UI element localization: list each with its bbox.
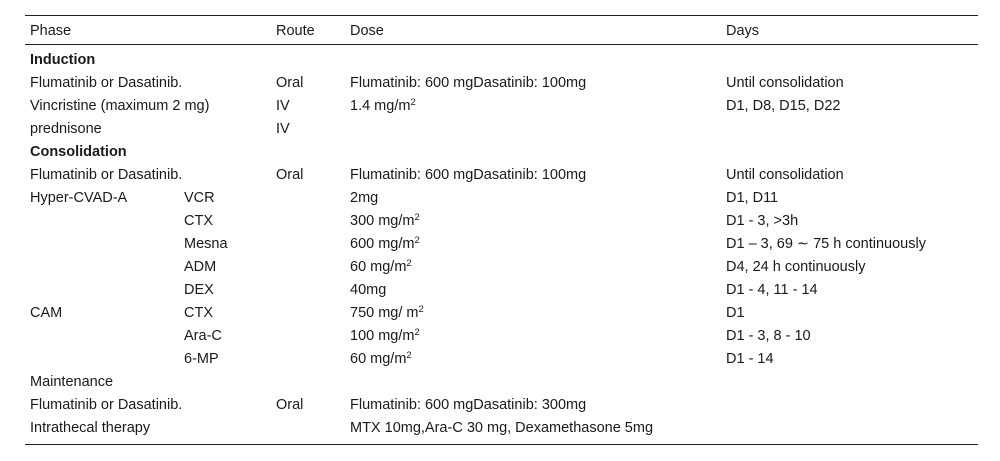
cell-days (726, 210, 798, 233)
cell-agent (184, 210, 213, 233)
cell-days-text: D1, D8, D15, D22 (726, 98, 841, 114)
unit-superscript: 2 (414, 327, 420, 338)
cell-route-text: Oral (276, 75, 304, 91)
cell-phase-text: Induction (30, 52, 96, 68)
cell-days (726, 279, 818, 302)
cell-dose-text: MTX 10mg,Ara-C 30 mg, Dexamethasone 5mg (350, 420, 654, 436)
cell-agent-text: CTX (184, 213, 213, 229)
unit-superscript: 2 (406, 350, 412, 361)
cell-phase (30, 371, 113, 394)
table-row (0, 72, 1000, 95)
table-header-row (0, 20, 1000, 43)
table-row (0, 394, 1000, 417)
cell-days-text: D1 - 3, 8 - 10 (726, 328, 811, 344)
cell-phase-text: CAM (30, 305, 63, 321)
cell-days-text: Until consolidation (726, 167, 844, 183)
cell-phase-text: prednisone (30, 121, 102, 137)
cell-agent (184, 233, 228, 256)
cell-route-text: IV (276, 121, 290, 137)
cell-phase (30, 164, 182, 187)
cell-dose-text: 100 mg/m (350, 328, 415, 344)
cell-dose (350, 394, 586, 417)
section-row (0, 49, 1000, 72)
cell-route (276, 118, 290, 141)
cell-agent-text: Mesna (184, 236, 228, 252)
cell-days-text: D1 - 3, >3h (726, 213, 799, 229)
section-row (0, 141, 1000, 164)
cell-dose (350, 302, 424, 325)
cell-agent-text: CTX (184, 305, 213, 321)
table-row (0, 302, 1000, 325)
cell-days-text: D1 - 4, 11 - 14 (726, 282, 818, 298)
column-header-days: Days (726, 23, 760, 39)
cell-dose (350, 279, 386, 302)
cell-route-text: Oral (276, 167, 304, 183)
cell-agent (184, 302, 213, 325)
table-top-rule (25, 15, 978, 16)
unit-superscript: 2 (414, 235, 420, 246)
unit-superscript: 2 (410, 97, 416, 108)
cell-dose-text: Flumatinib: 600 mgDasatinib: 100mg (350, 75, 587, 91)
cell-phase (30, 187, 127, 210)
cell-route (276, 95, 290, 118)
table-row (0, 325, 1000, 348)
cell-agent (184, 279, 214, 302)
cell-days-text: Until consolidation (726, 75, 844, 91)
cell-phase (30, 118, 102, 141)
cell-days-text: D1 - 14 (726, 351, 774, 367)
cell-days (726, 348, 774, 371)
cell-dose-text: Flumatinib: 600 mgDasatinib: 100mg (350, 167, 587, 183)
cell-phase-text: Flumatinib or Dasatinib. (30, 75, 183, 91)
table-row (0, 256, 1000, 279)
cell-phase-text: Flumatinib or Dasatinib. (30, 167, 183, 183)
cell-days (726, 95, 840, 118)
cell-route (276, 164, 303, 187)
cell-dose-text: 2mg (350, 190, 379, 206)
cell-days (726, 72, 844, 95)
cell-dose (350, 187, 378, 210)
table-row (0, 118, 1000, 141)
table-row (0, 233, 1000, 256)
cell-route (276, 394, 303, 417)
cell-dose-text: 750 mg/ m (350, 305, 419, 321)
column-header-phase: Phase (30, 23, 72, 39)
cell-dose-text: 40mg (350, 282, 387, 298)
cell-dose (350, 256, 412, 279)
cell-agent (184, 256, 216, 279)
table-header-rule (25, 44, 978, 45)
cell-phase-text: Consolidation (30, 144, 127, 160)
cell-days (726, 302, 745, 325)
cell-route-text: IV (276, 98, 290, 114)
cell-days-text: D4, 24 h continuously (726, 259, 866, 275)
cell-days (726, 233, 926, 256)
cell-phase-text: Intrathecal therapy (30, 420, 151, 436)
cell-agent (184, 187, 215, 210)
cell-phase (30, 95, 209, 118)
unit-superscript: 2 (414, 212, 420, 223)
cell-dose (350, 210, 420, 233)
cell-route-text: Oral (276, 397, 304, 413)
cell-phase (30, 417, 150, 440)
cell-agent-text: ADM (184, 259, 217, 275)
cell-days-text: D1 (726, 305, 745, 321)
cell-dose (350, 325, 420, 348)
cell-phase-text: Maintenance (30, 374, 114, 390)
cell-phase (30, 72, 182, 95)
unit-superscript: 2 (406, 258, 412, 269)
cell-route (276, 72, 303, 95)
cell-dose (350, 348, 412, 371)
cell-agent (184, 325, 222, 348)
cell-days (726, 164, 844, 187)
cell-dose-text: 60 mg/m (350, 259, 407, 275)
cell-days-text: D1, D11 (726, 190, 779, 206)
cell-dose (350, 164, 586, 187)
table-bottom-rule (25, 444, 978, 445)
cell-agent-text: 6-MP (184, 351, 219, 367)
cell-agent (184, 348, 219, 371)
cell-dose (350, 417, 653, 440)
cell-phase (30, 302, 62, 325)
cell-phase-text: Vincristine (maximum 2 mg) (30, 98, 210, 114)
cell-dose (350, 95, 416, 118)
section-heading (30, 49, 95, 72)
table-row (0, 187, 1000, 210)
cell-agent-text: VCR (184, 190, 215, 206)
cell-dose-text: 600 mg/m (350, 236, 415, 252)
section-heading (30, 141, 127, 164)
cell-phase (30, 394, 182, 417)
cell-dose (350, 233, 420, 256)
cell-days (726, 256, 865, 279)
table-row (0, 210, 1000, 233)
cell-dose-text: 300 mg/m (350, 213, 415, 229)
column-header-dose: Dose (350, 23, 384, 39)
table-row (0, 164, 1000, 187)
table-row (0, 95, 1000, 118)
cell-agent-text: DEX (184, 282, 214, 298)
cell-phase-text: Flumatinib or Dasatinib. (30, 397, 183, 413)
table-row (0, 417, 1000, 440)
table-row (0, 348, 1000, 371)
cell-dose-text: 1.4 mg/m (350, 98, 411, 114)
cell-dose (350, 72, 586, 95)
cell-dose-text: 60 mg/m (350, 351, 407, 367)
unit-superscript: 2 (418, 304, 424, 315)
column-header-route: Route (276, 23, 315, 39)
table-row (0, 371, 1000, 394)
table-row (0, 279, 1000, 302)
cell-agent-text: Ara-C (184, 328, 222, 344)
cell-days-text: D1 – 3, 69 ∼ 75 h continuously (726, 236, 926, 252)
cell-days (726, 187, 778, 210)
cell-dose-text: Flumatinib: 600 mgDasatinib: 300mg (350, 397, 587, 413)
cell-days (726, 325, 811, 348)
cell-phase-text: Hyper-CVAD-A (30, 190, 128, 206)
